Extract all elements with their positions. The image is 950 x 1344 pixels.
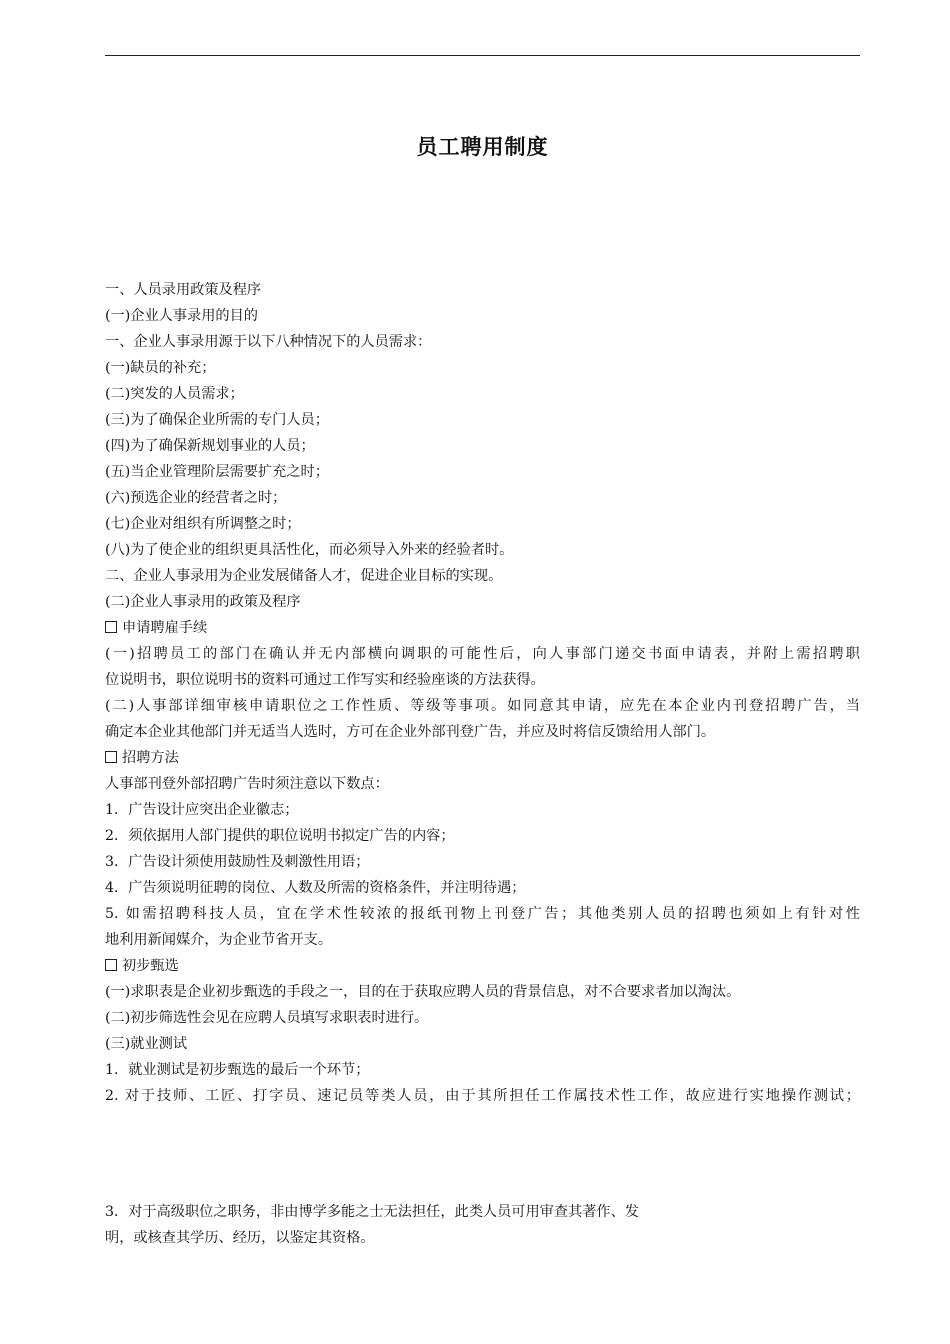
text-line: 1．广告设计应突出企业徽志； [105,802,299,818]
text-line: 一、企业人事录用源于以下八种情况下的人员需求： [105,334,432,350]
text-line: 地利用新闻媒介，为企业节省开支。 [105,932,333,948]
text-line: (五)当企业管理阶层需要扩充之时； [105,464,329,480]
text-line: (一)缺员的补充； [105,360,216,376]
section-heading [105,615,860,641]
text-line: 4．广告须说明征聘的岗位、人数及所需的资格条件，并注明待遇； [105,880,526,896]
text-line: (三)就业测试 [105,1036,188,1052]
text-line: 3．广告设计须使用鼓励性及刺激性用语； [105,854,370,870]
text-line: 人事部刊登外部招聘广告时须注意以下数点： [105,776,389,792]
text-line: 1．就业测试是初步甄选的最后一个环节； [105,1062,370,1078]
text-line: (二)人事部详细审核申请职位之工作性质、等级等事项。如同意其申请，应先在本企业内刊登招聘广告，当 [105,698,860,714]
text-line: 位说明书，职位说明书的资料可通过工作写实和经验座谈的方法获得。 [105,672,545,688]
page-gap [105,1109,860,1199]
text-line: (二)企业人事录用的政策及程序 [105,594,301,610]
text-line: (一)企业人事录用的目的 [105,308,258,324]
text-line: (六)预选企业的经营者之时； [105,490,287,506]
text-line: 3．对于高级职位之职务，非由博学多能之士无法担任，此类人员可用审查其著作、发 [105,1204,639,1220]
text-line: (三)为了确保企业所需的专门人员； [105,412,329,428]
text-line: (二)初步筛选性会见在应聘人员填写求职表时进行。 [105,1010,429,1026]
text-line: 2．须依据用人部门提供的职位说明书拟定广告的内容； [105,828,455,844]
header-rule [105,55,860,56]
text-line: (四)为了确保新规划事业的人员； [105,438,315,454]
text-line: (七)企业对组织有所调整之时； [105,516,301,532]
text-line: (二)突发的人员需求； [105,386,244,402]
text-line: (八)为了使企业的组织更具活性化，而必须导入外来的经验者时。 [105,542,514,558]
section-heading-label: 申请聘雇手续 [122,620,208,636]
section-heading-label: 初步甄选 [122,958,179,974]
checkbox-square-icon [105,621,117,633]
document-body [105,277,860,1251]
section-heading [105,745,860,771]
checkbox-square-icon [105,959,117,971]
section-heading [105,953,860,979]
text-line: 二、企业人事录用为企业发展储备人才，促进企业目标的实现。 [105,568,503,584]
text-line: (一)招聘员工的部门在确认并无内部横向调职的可能性后，向人事部门递交书面申请表，并附上需招聘职 [105,646,860,662]
text-line: 5. 如需招聘科技人员，宜在学术性较浓的报纸刊物上刊登广告；其他类别人员的招聘也须如上有针对性 [105,906,860,922]
checkbox-square-icon [105,751,117,763]
page-title: 员工聘用制度 [416,135,549,159]
text-line: (一)求职表是企业初步甄选的手段之一，目的在于获取应聘人员的背景信息，对不合要求者加以淘汰。 [105,984,741,1000]
text-line: 一、人员录用政策及程序 [105,282,262,298]
text-line: 2. 对于技师、工匠、打字员、速记员等类人员，由于其所担任工作属技术性工作，故应进行实地操作测试； [105,1088,860,1104]
text-line: 明，或核查其学历、经历，以鉴定其资格。 [105,1230,375,1246]
section-heading-label: 招聘方法 [122,750,179,766]
text-line: 确定本企业其他部门并无适当人选时，方可在企业外部刊登广告，并应及时将信反馈给用人部门。 [105,724,716,740]
